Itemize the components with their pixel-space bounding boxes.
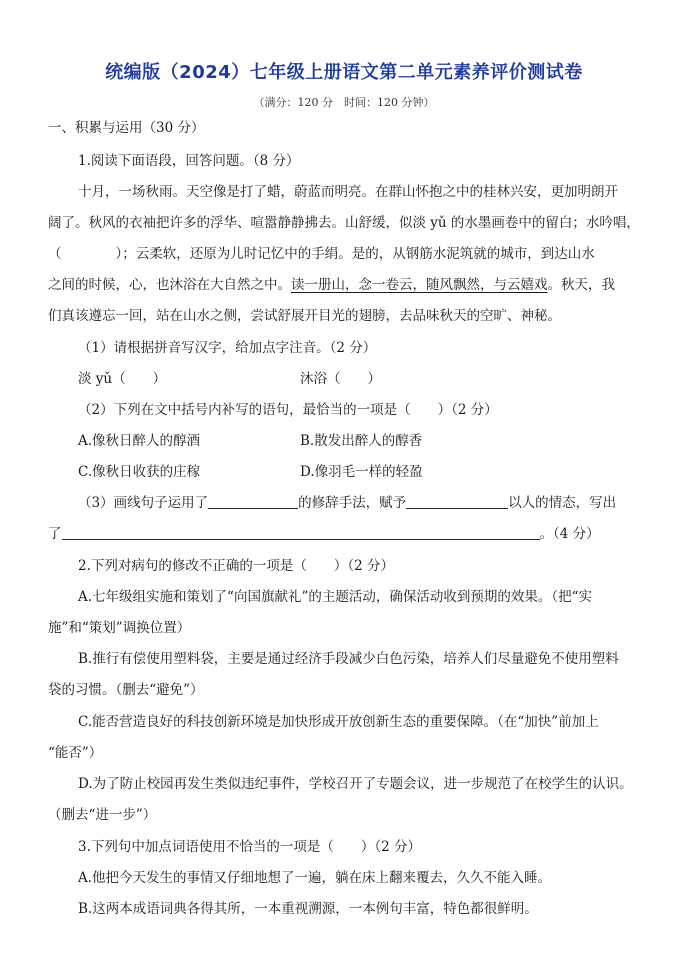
- answer-blank-object[interactable]: [406, 494, 508, 509]
- option-a-cont: 施”和“策划”调换位置）: [48, 620, 191, 636]
- sub-question-2: （2）下列在文中括号内补写的语句，最恰当的一项是（ ）（2 分）: [78, 402, 498, 418]
- passage-line: （ ）；云柔软，还原为儿时记忆中的手绢。是的，从钢筋水泥筑就的城市，到达山水: [48, 246, 595, 262]
- option-c-cont: “能否”）: [48, 745, 103, 761]
- passage-text: 。秋天，我: [547, 277, 615, 293]
- passage-line: [48, 276, 615, 294]
- option-b[interactable]: B.这两本成语词典各得其所，一本重视溯源，一本例句丰富，特色都很鲜明。: [78, 901, 538, 917]
- option-a[interactable]: A.他把今天发生的事情又仔细地想了一遍，躺在床上翻来覆去，久久不能入睡。: [78, 870, 552, 886]
- option-b[interactable]: B.散发出醉人的醇香: [300, 433, 423, 449]
- option-a[interactable]: A.七年级组实施和策划了“向国旗献礼”的主题活动，确保活动收到预期的效果。（把“实: [78, 589, 592, 605]
- answer-blank-rhetoric[interactable]: [208, 494, 298, 509]
- sub-question-1: （1）请根据拼音写汉字，给加点字注音。（2 分）: [78, 340, 377, 356]
- sub-question-3-text: 。（4 分）: [539, 526, 600, 542]
- option-c[interactable]: C.像秋日收获的庄稼: [78, 464, 201, 480]
- sub-question-3-text: 了: [48, 526, 62, 542]
- option-d[interactable]: D.为了防止校园再发生类似违纪事件，学校召开了专题会议，进一步规范了在校学生的认识。: [78, 776, 633, 792]
- sub-question-3-text: 的修辞手法，赋予: [298, 495, 407, 511]
- sub-question-3-cont: [48, 525, 600, 543]
- answer-blank-muyu[interactable]: 沐浴（ ）: [300, 371, 381, 387]
- option-b[interactable]: B.推行有偿使用塑料袋，主要是通过经济手段减少白色污染，培养人们尽量避免不使用塑料: [78, 651, 619, 667]
- sub-question-3-text: 以人的情态，写出: [508, 495, 617, 511]
- page-title: 统编版（2024）七年级上册语文第二单元素养评价测试卷: [105, 62, 583, 83]
- option-d-cont: （删去“进一步”）: [48, 807, 157, 823]
- option-b-cont: 袋的习惯。（删去“避免”）: [48, 682, 204, 698]
- exam-info: （满分：120 分 时间：120 分钟）: [253, 96, 435, 109]
- passage-line: 们真该遵忘一回，站在山水之侧，尝试舒展开目光的翅膀，去品味秋天的空旷、神秘。: [48, 308, 561, 324]
- question-1-stem: 1.阅读下面语段，回答问题。（8 分）: [78, 153, 300, 169]
- option-d[interactable]: D.像羽毛一样的轻盈: [300, 464, 423, 480]
- answer-blank-yu[interactable]: 淡 yǔ（ ）: [78, 371, 167, 387]
- question-2-stem: 2.下列对病句的修改不正确的一项是（ ）（2 分）: [78, 558, 395, 574]
- option-a[interactable]: A.像秋日醉人的醇酒: [78, 433, 201, 449]
- question-3-stem: 3.下列句中加点词语使用不恰当的一项是（ ）（2 分）: [78, 839, 422, 855]
- section-heading: 一、积累与运用（30 分）: [48, 120, 205, 136]
- passage-line: 十月，一场秋雨。天空像是打了蜡，蔚蓝而明亮。在群山怀抱之中的桂林兴安，更加明朗开: [78, 184, 618, 200]
- option-c[interactable]: C.能否营造良好的科技创新环境是加快形成开放创新生态的重要保障。（在“加快”前加上: [78, 714, 599, 730]
- sub-question-3: [78, 494, 616, 512]
- answer-blank-emotion[interactable]: [62, 525, 540, 540]
- passage-text: 之间的时候，心，也沐浴在大自然之中。: [48, 277, 291, 293]
- passage-line: 阔了。秋风的衣袖把许多的浮华、喧嚣静静拂去。山舒缓，似淡 yǔ 的水墨画卷中的留白；水吟唱，: [48, 215, 640, 231]
- underlined-sentence: 读一册山，念一卷云，随风飘然，与云嬉戏: [291, 277, 548, 293]
- sub-question-3-text: （3）画线句子运用了: [78, 495, 209, 511]
